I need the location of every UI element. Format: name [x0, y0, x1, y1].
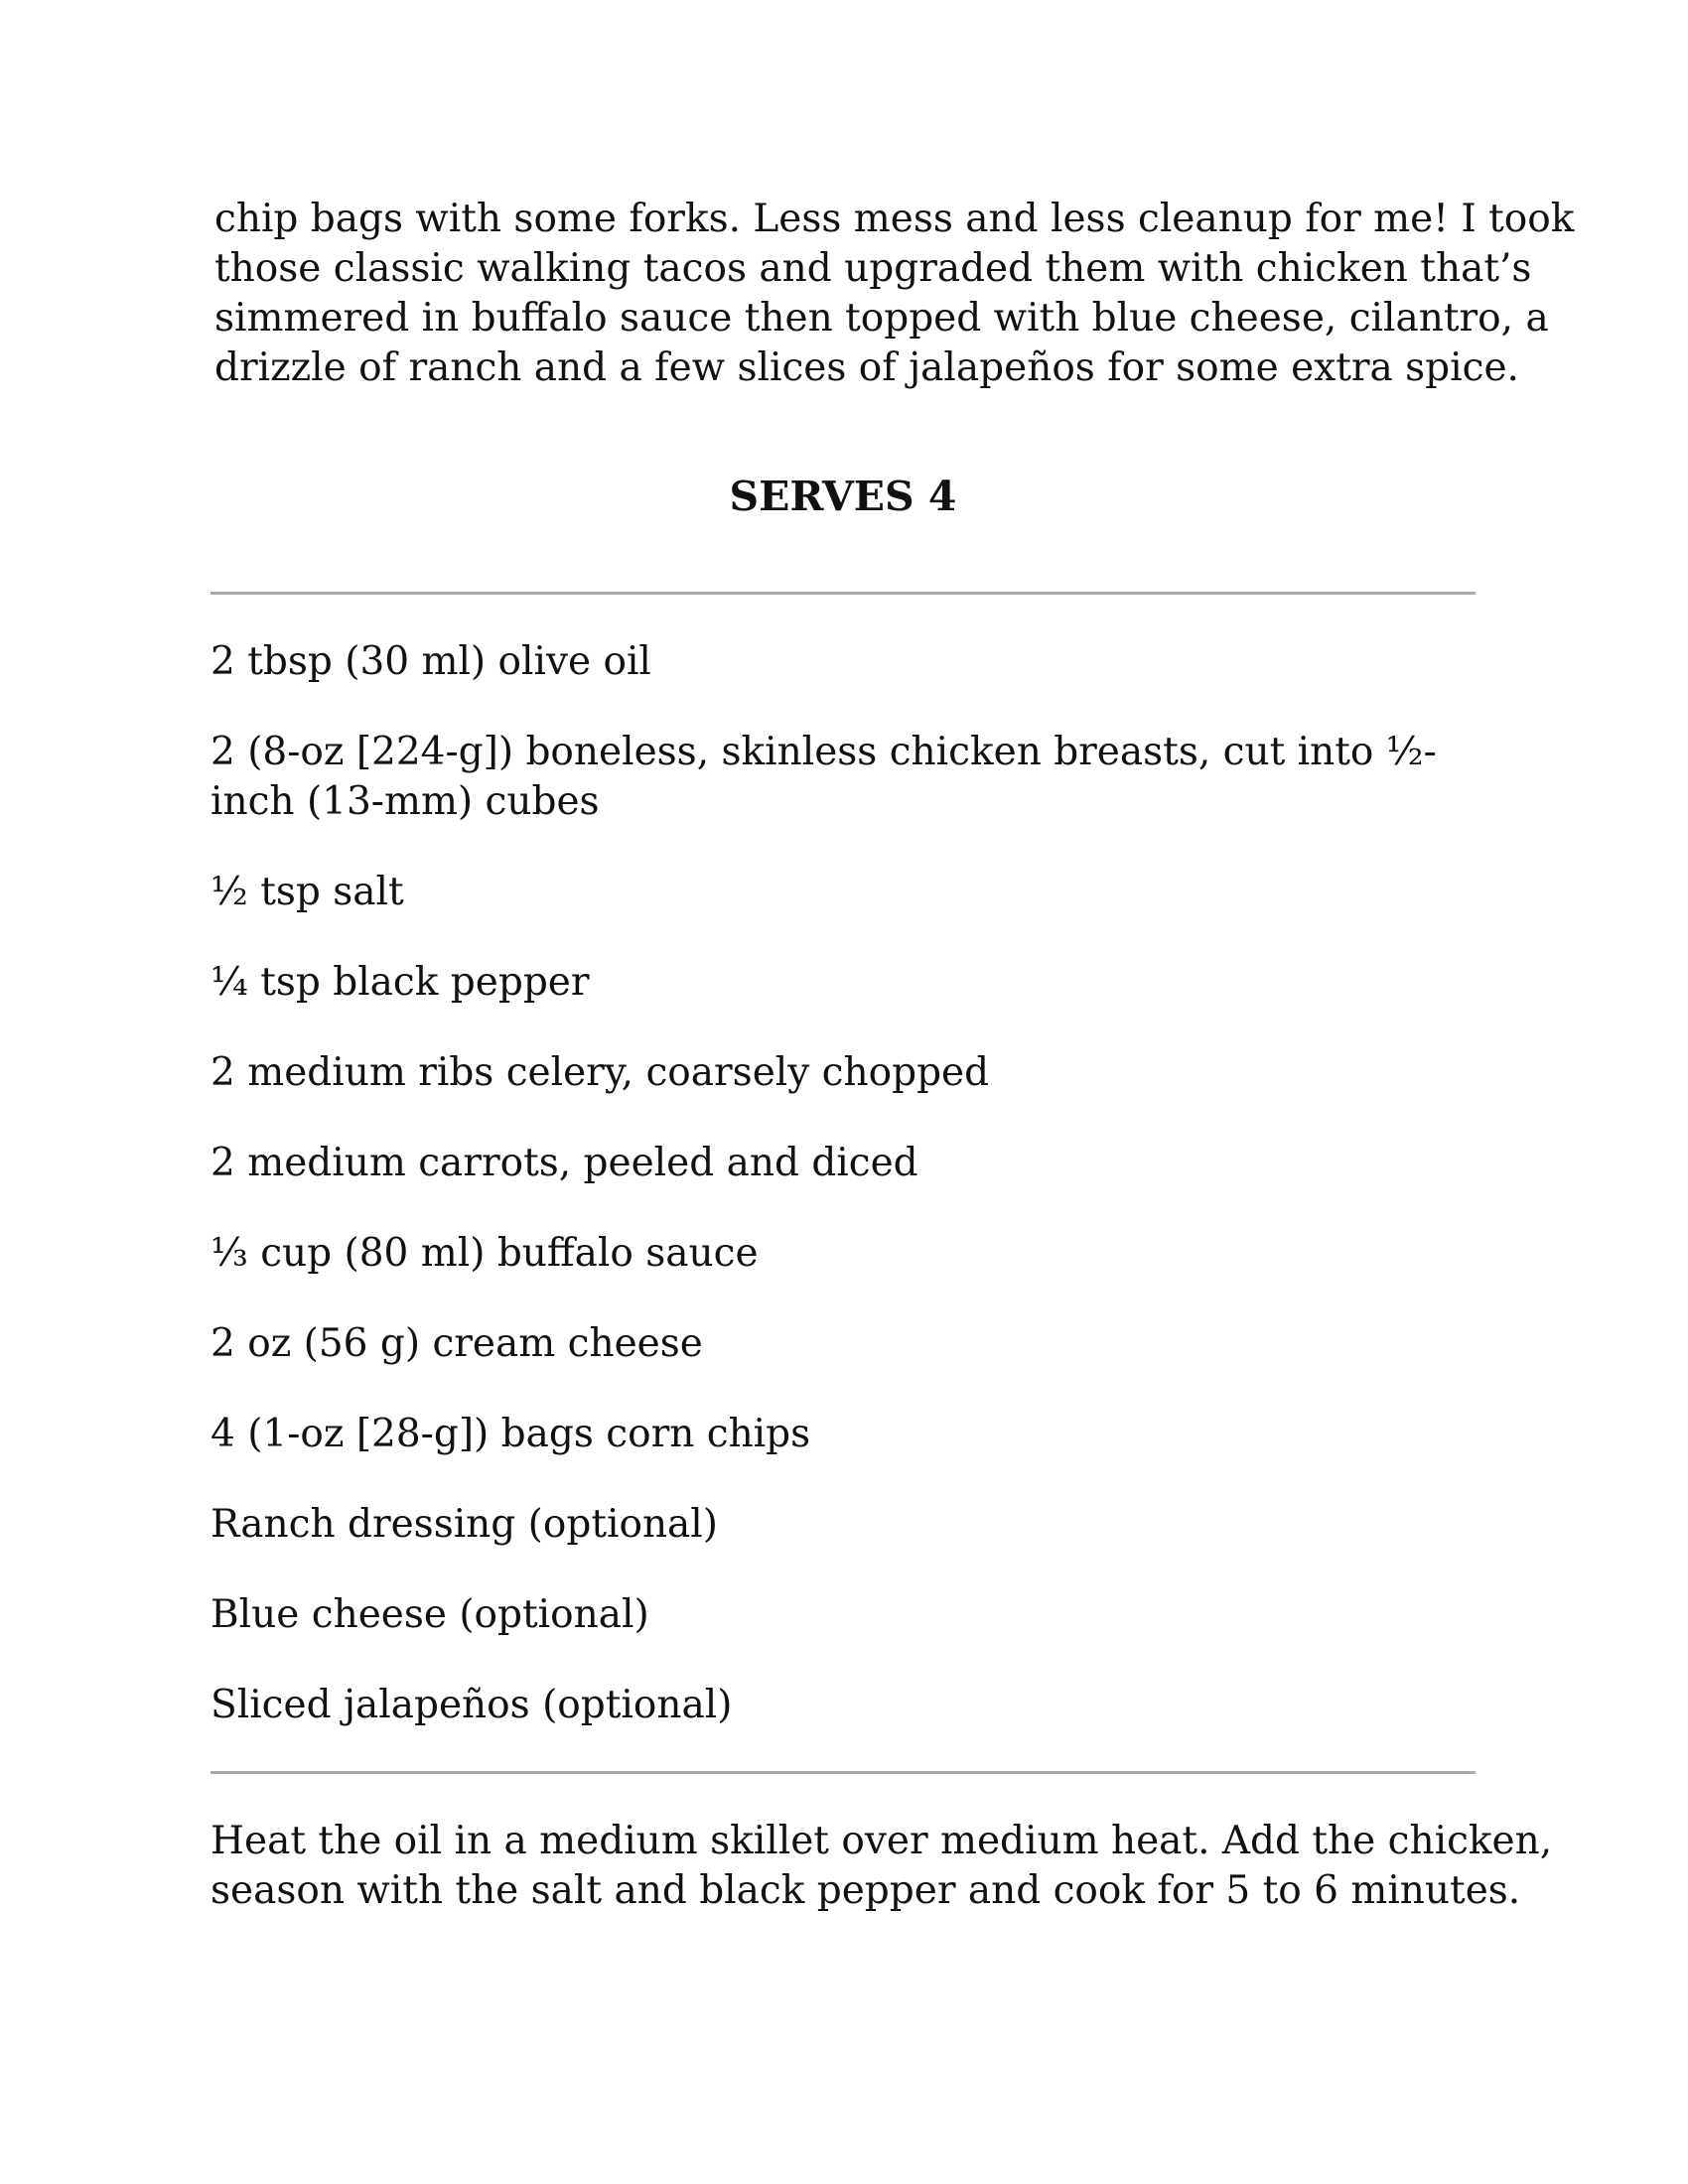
- ingredients-top-divider: [211, 592, 1476, 595]
- ingredient-item: ⅓ cup (80 ml) buffalo sauce: [211, 1231, 759, 1276]
- ingredient-item: 2 tbsp (30 ml) olive oil: [211, 639, 651, 684]
- intro-line: simmered in buffalo sauce then topped with blue cheese, cilantro, a: [214, 296, 1549, 341]
- ingredient-item: Blue cheese (optional): [211, 1592, 649, 1637]
- ingredient-item: ½ tsp salt: [211, 870, 404, 914]
- ingredient-item: Sliced jalapeños (optional): [211, 1683, 733, 1727]
- ingredients-bottom-divider: [211, 1771, 1476, 1774]
- ingredient-item: 2 (8-oz [224-g]) boneless, skinless chicken breasts, cut into ½-inch (13-mm) cubes: [211, 730, 1437, 824]
- ingredient-item: 2 oz (56 g) cream cheese: [211, 1321, 703, 1366]
- step-line: season with the salt and black pepper and cook for 5 to 6 minutes.: [211, 1868, 1521, 1913]
- ingredient-item: 4 (1-oz [28-g]) bags corn chips: [211, 1412, 811, 1456]
- intro-line: chip bags with some forks. Less mess and less cleanup for me! I took: [214, 197, 1575, 241]
- step-line: Heat the oil in a medium skillet over medium heat. Add the chicken,: [211, 1819, 1553, 1863]
- ingredient-item: 2 medium ribs celery, coarsely chopped: [211, 1050, 990, 1095]
- serves-heading: SERVES 4: [729, 473, 957, 520]
- ingredient-item: 2 medium carrots, peeled and diced: [211, 1141, 918, 1185]
- intro-line: drizzle of ranch and a few slices of jalapeños for some extra spice.: [214, 345, 1519, 390]
- ingredient-item: Ranch dressing (optional): [211, 1502, 718, 1547]
- ingredient-item: ¼ tsp black pepper: [211, 960, 590, 1005]
- recipe-page: [211, 195, 1575, 1916]
- instruction-step: [211, 1817, 1553, 1916]
- ingredient-list: [211, 637, 1476, 1730]
- intro-paragraph: [211, 195, 1575, 393]
- intro-line: those classic walking tacos and upgraded them with chicken that’s: [214, 246, 1532, 291]
